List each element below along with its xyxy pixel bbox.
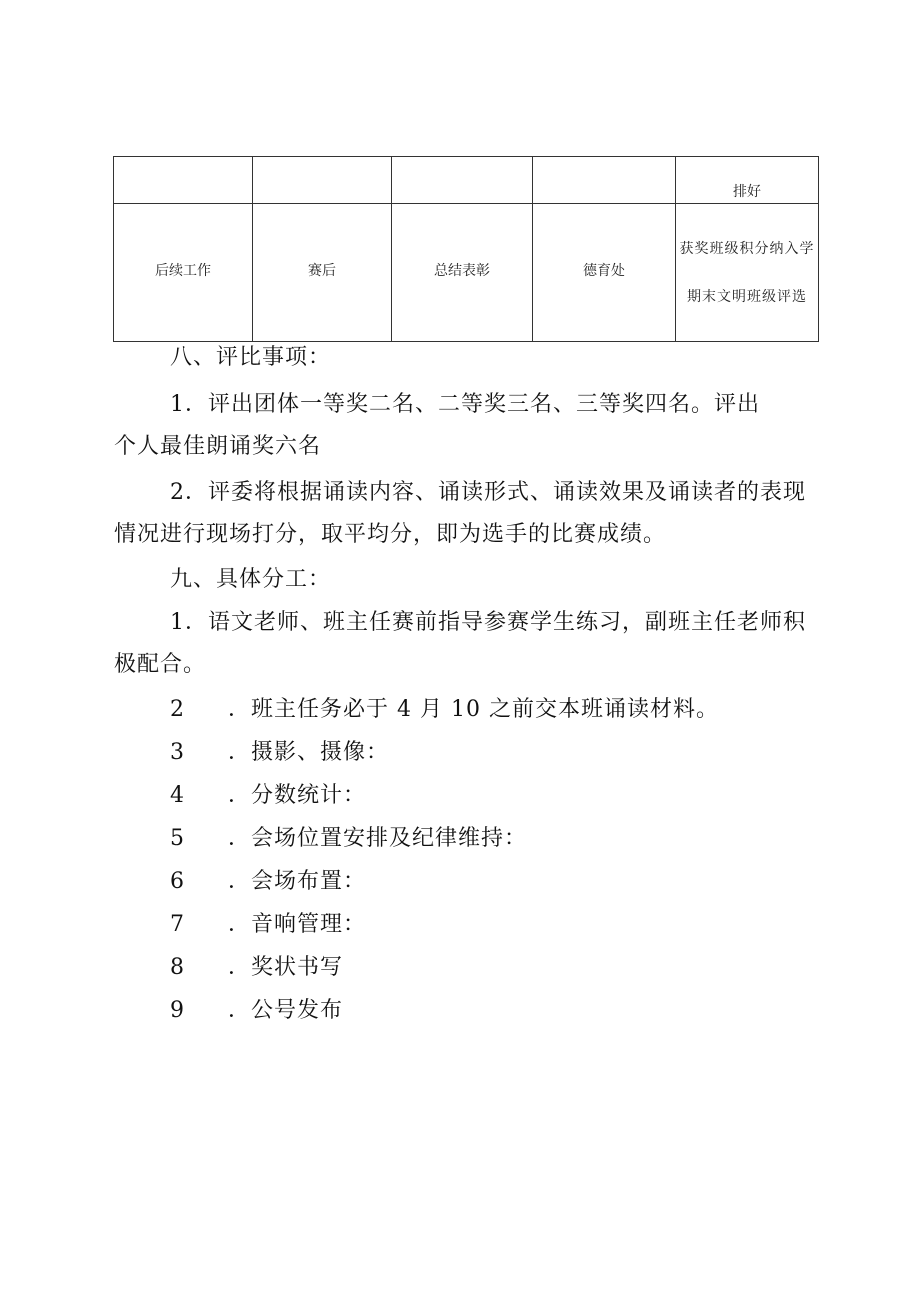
notes-line-1: 获奖班级积分纳入学 (679, 240, 815, 257)
list-item-text: ．奖状书写 (228, 955, 344, 980)
list-item-text: ．公号发布 (228, 998, 344, 1023)
section8-item1-line2: 个人最佳朗诵奖六名 (114, 434, 322, 459)
table-cell-task: 后续工作 (114, 204, 253, 342)
list-item-number: 5 (170, 826, 184, 851)
table-cell (392, 157, 533, 204)
list-item-number: 2 (170, 697, 184, 722)
table-cell-department: 德育处 (533, 204, 676, 342)
section8-item2-line2: 情况进行现场打分，取平均分，即为选手的比赛成绩。 (114, 522, 667, 547)
table-cell (533, 157, 676, 204)
list-item-text: ．会场布置： (228, 869, 367, 894)
list-item-text: ．会场位置安排及纪律维持： (228, 826, 528, 851)
table-cell: 排好 (676, 157, 819, 204)
list-item-text: ．音响管理： (228, 912, 367, 937)
table-row (114, 204, 819, 342)
list-item-text: ．班主任务必于 4 月 10 之前交本班诵读材料。 (228, 697, 719, 722)
list-item-text: ．分数统计： (228, 783, 367, 808)
section9-item1-line2: 极配合。 (114, 652, 207, 677)
notes-line-2: 期末文明班级评选 (687, 288, 807, 305)
section8-heading: 八、评比事项： (170, 345, 332, 370)
schedule-table (113, 156, 819, 342)
list-item-number: 8 (170, 955, 184, 980)
list-item-number: 3 (170, 740, 184, 765)
table-row (114, 157, 819, 204)
section8-item2-line1: 2．评委将根据诵读内容、诵读形式、诵读效果及诵读者的表现 (170, 480, 806, 505)
list-item-number: 4 (170, 783, 184, 808)
table-cell-content: 总结表彰 (392, 204, 533, 342)
table-cell (114, 157, 253, 204)
table-cell-time: 赛后 (253, 204, 392, 342)
table-cell (253, 157, 392, 204)
table-cell-notes (676, 204, 819, 342)
list-item-number: 9 (170, 998, 184, 1023)
section9-item1-line1: 1．语文老师、班主任赛前指导参赛学生练习，副班主任老师积 (170, 610, 806, 635)
section9-heading: 九、具体分工： (170, 567, 332, 592)
list-item-text: ．摄影、摄像： (228, 740, 390, 765)
list-item-number: 7 (170, 912, 184, 937)
list-item-number: 6 (170, 869, 184, 894)
section8-item1-line1: 1．评出团体一等奖二名、二等奖三名、三等奖四名。评出 (170, 392, 760, 417)
